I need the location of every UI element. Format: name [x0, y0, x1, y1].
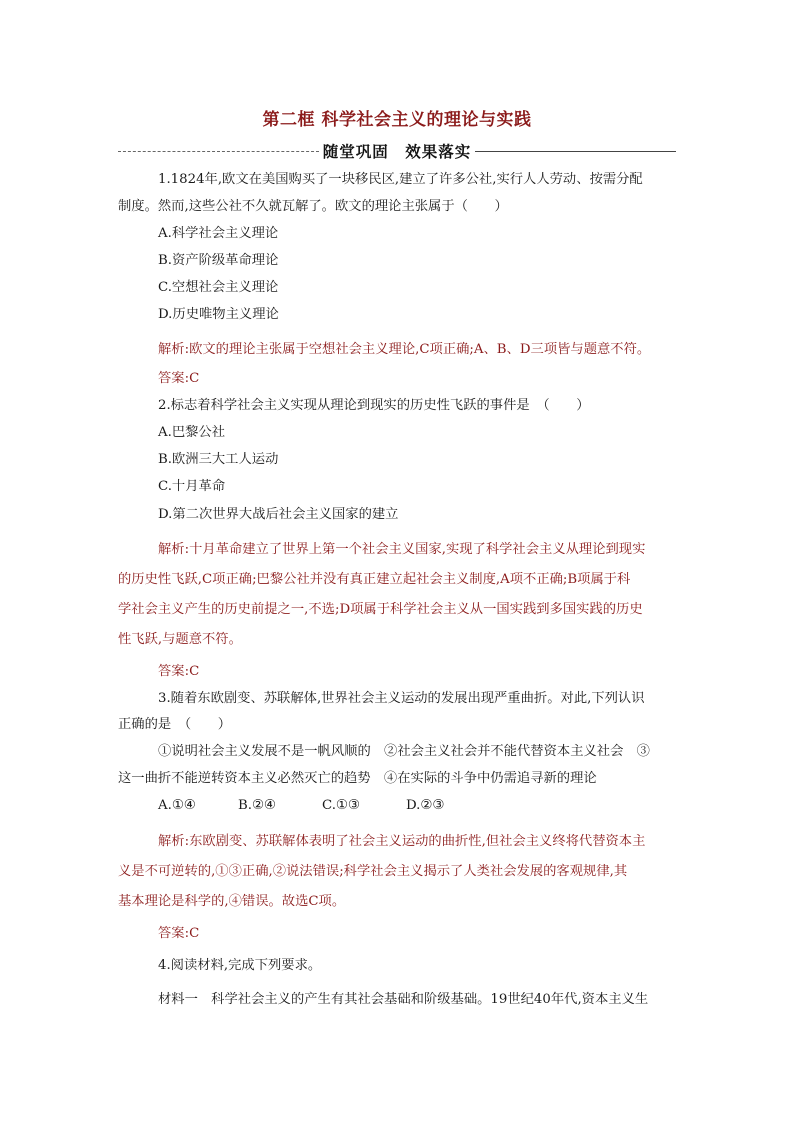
q3-options: [158, 796, 444, 816]
q3-answer: 答案:C: [158, 926, 200, 941]
q4-stem: 4.阅读材料,完成下列要求。: [158, 958, 322, 973]
q3-items-line-1: ①说明社会主义发展不是一帆风顺的 ②社会主义社会并不能代替资本主义社会 ③: [158, 744, 650, 759]
q2-analysis-line-4: 性飞跃,与题意不符。: [118, 632, 242, 647]
section-header: [118, 140, 676, 162]
section-header-label: 随堂巩固 效果落实: [322, 142, 472, 161]
q3-stem-line-1: 3.随着东欧剧变、苏联解体,世界社会主义运动的发展出现严重曲折。对此,下列认识: [158, 691, 645, 706]
q3-analysis-line-2: 义是不可逆转的,①③正确,②说法错误;科学社会主义揭示了人类社会发展的客观规律,其: [118, 864, 628, 879]
q3-stem-line-2: 正确的是 （ ）: [118, 717, 232, 732]
q3-option-b: B.②④: [238, 798, 276, 813]
q4-material-1: 材料一 科学社会主义的产生有其社会基础和阶级基础。19世纪40年代,资本主义生: [158, 992, 649, 1007]
q2-option-d: D.第二次世界大战后社会主义国家的建立: [158, 507, 399, 522]
q2-option-a: A.巴黎公社: [158, 425, 226, 440]
q2-analysis-line-1: 解析:十月革命建立了世界上第一个社会主义国家,实现了科学社会主义从理论到现实: [158, 542, 646, 557]
q2-answer: 答案:C: [158, 664, 200, 679]
q3-analysis-line-1: 解析:东欧剧变、苏联解体表明了社会主义运动的曲折性,但社会主义终将代替资本主: [158, 834, 646, 849]
q3-option-a: A.①④: [158, 798, 196, 813]
q2-analysis-line-3: 学社会主义产生的历史前提之一,不选;D项属于科学社会主义从一国实践到多国实践的历史: [118, 602, 643, 617]
q1-option-b: B.资产阶级革命理论: [158, 253, 279, 268]
q3-analysis-line-3: 基本理论是科学的,④错误。故选C项。: [118, 894, 346, 909]
q1-stem-line-1: 1.1824年,欧文在美国购买了一块移民区,建立了许多公社,实行人人劳动、按需分配: [158, 172, 643, 187]
q2-option-b: B.欧洲三大工人运动: [158, 452, 279, 467]
header-rule-right: [475, 151, 676, 152]
page-title: 第二框 科学社会主义的理论与实践: [262, 110, 532, 130]
q1-option-a: A.科学社会主义理论: [158, 226, 279, 241]
q2-stem-line-1: 2.标志着科学社会主义实现从理论到现实的历史性飞跃的事件是 （ ）: [158, 398, 590, 413]
q3-items-line-2: 这一曲折不能逆转资本主义必然灭亡的趋势 ④在实际的斗争中仍需追寻新的理论: [118, 771, 597, 786]
header-rule-left: [118, 151, 319, 152]
q2-analysis-line-2: 的历史性飞跃,C项正确;巴黎公社并没有真正建立起社会主义制度,A项不正确;B项属于科: [118, 572, 631, 587]
q3-option-c: C.①③: [322, 798, 360, 813]
q1-stem-line-2: 制度。然而,这些公社不久就瓦解了。欧文的理论主张属于（ ）: [118, 199, 508, 214]
q3-option-d: D.②③: [406, 798, 445, 813]
q1-analysis: 解析:欧文的理论主张属于空想社会主义理论,C项正确;A、B、D三项皆与题意不符。: [158, 342, 651, 357]
q2-option-c: C.十月革命: [158, 479, 226, 494]
q1-option-d: D.历史唯物主义理论: [158, 307, 279, 322]
q1-answer: 答案:C: [158, 371, 200, 386]
q1-option-c: C.空想社会主义理论: [158, 280, 279, 295]
